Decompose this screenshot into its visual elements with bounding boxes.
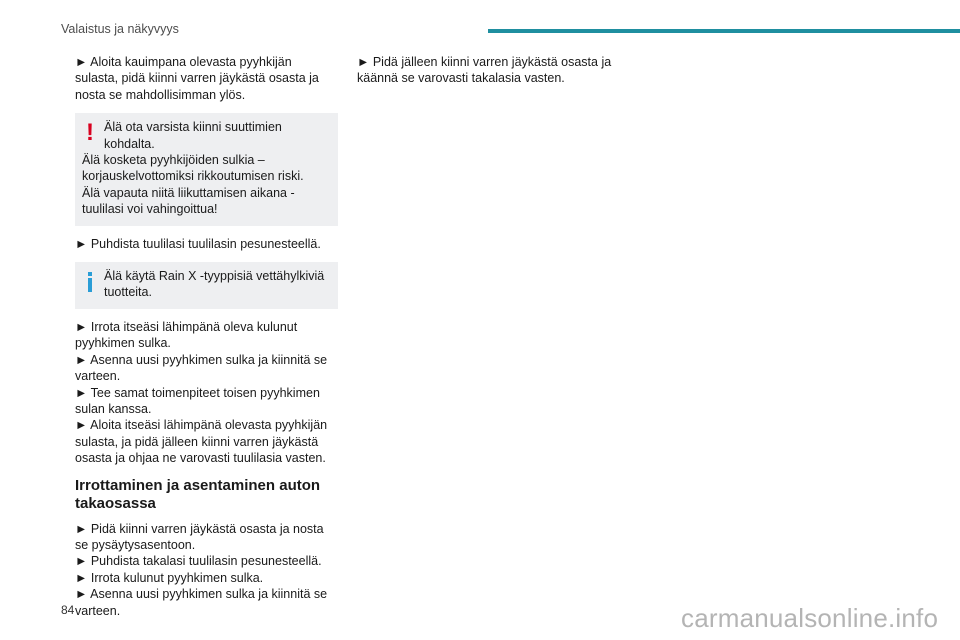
step-item: ► Tee samat toimenpiteet toisen pyyhkimen sulan kanssa. [75,385,320,416]
step-item: ► Irrota itseäsi lähimpänä oleva kulunut pyyhkimen sulka. [75,319,298,351]
step-item: ► Aloita itseäsi lähimpänä olevasta pyyhkijän sulasta, ja pidä jälleen kiinni varren jäykästä osasta ja ohjaa ne varovasti tuulilasia vasten. [75,418,328,466]
left-column [75,54,338,619]
step-item: ► Pidä kiinni varren jäykästä osasta ja nosta se pysäytysasentoon. [75,521,324,552]
page-number: 84 [61,603,75,617]
step-item: ► Asenna uusi pyyhkimen sulka ja kiinnitä se varteen. [75,352,328,384]
steps-list [75,319,338,467]
info-line: Älä käytä Rain X -tyyppisiä vettähylkiviä tuotteita. [104,269,325,300]
step-item: ► Puhdista takalasi tuulilasin pesunesteellä. [75,554,322,569]
warning-line: Älä ota varsista kiinni suuttimien kohdalta. [104,120,282,151]
instruction-paragraph: ► Aloita kauimpana olevasta pyyhkijän sulasta, pidä kiinni varren jäykästä osasta ja nosta se mahdollisimman ylös. [75,55,319,102]
info-icon [83,272,97,292]
exclamation-icon: ! [86,119,94,147]
step-item: ► Asenna uusi pyyhkimen sulka ja kiinnitä se varteen. [75,587,328,618]
step-item: ► Irrota kulunut pyyhkimen sulka. [75,570,264,585]
page-header-title: Valaistus ja näkyvyys [61,22,179,36]
warning-line: Älä vapauta niitä liikuttamisen aikana - tuulilasi voi vahingoittua! [82,185,295,217]
warning-line: Älä kosketa pyyhkijöiden sulkia – korjauskelvottomiksi rikkoutumisen riski. [82,153,304,184]
section-heading: Irrottaminen ja asentaminen auton takaosassa [75,476,321,512]
rear-steps-list [75,521,338,619]
instruction-paragraph: ► Pidä jälleen kiinni varren jäykästä osasta ja käännä se varovasti takalasia vasten. [357,55,612,86]
header-accent-bar [488,29,960,33]
instruction-paragraph: ► Puhdista tuulilasi tuulilasin pesunesteellä. [75,236,321,251]
watermark-text: carmanualsonline.info [681,603,939,633]
info-note [75,262,338,309]
right-column [357,54,620,87]
warning-note [75,113,338,225]
